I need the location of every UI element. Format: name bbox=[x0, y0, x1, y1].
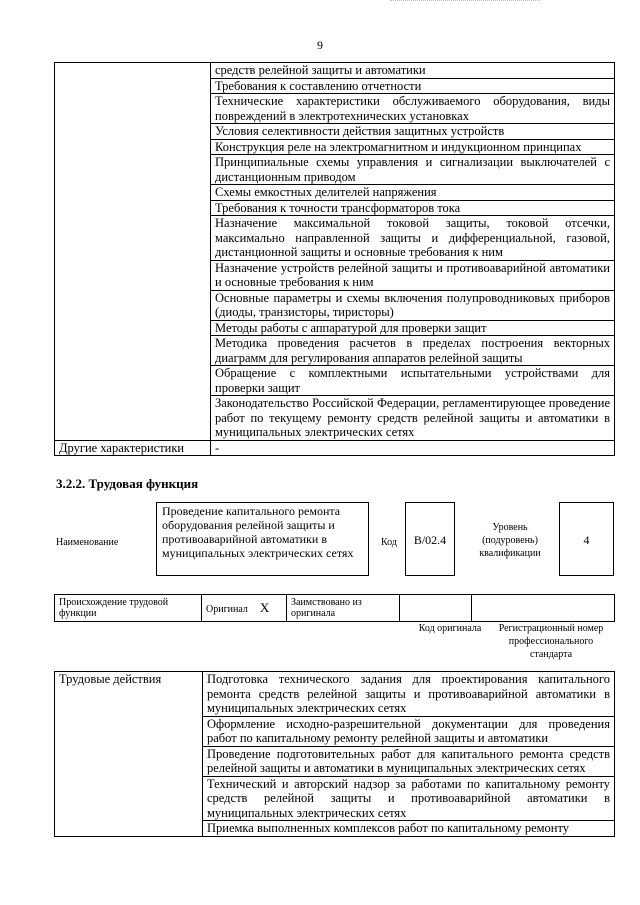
knowledge-item: Методика проведения расчетов в пределах построения векторных диаграмм для регулирования аппаратов релейной защиты bbox=[211, 336, 615, 366]
action-item: Приемка выполненных комплексов работ по капитальному ремонту bbox=[203, 821, 615, 837]
knowledge-item: Обращение с комплектными испытательными устройствами для проверки защит bbox=[211, 366, 615, 396]
action-item: Оформление исходно-разрешительной документации для проведения работ по капитальному ремонту релейной защиты и автоматики bbox=[203, 716, 615, 746]
action-item: Проведение подготовительных работ для капитального ремонта средств релейной защиты и автоматики в муниципальных электрических сетях bbox=[203, 746, 615, 776]
origin-code-cell bbox=[400, 595, 472, 622]
code-label: Код bbox=[381, 537, 397, 548]
knowledge-label-cell bbox=[55, 63, 211, 441]
knowledge-item: Схемы емкостных делителей напряжения bbox=[211, 185, 615, 201]
original-mark: X bbox=[259, 599, 270, 615]
origin-reg-cell bbox=[472, 595, 615, 622]
table-row bbox=[55, 672, 615, 717]
knowledge-table bbox=[54, 62, 615, 456]
knowledge-item: Принципиальные схемы управления и сигнализации выключателей с дистанционным приводом bbox=[211, 155, 615, 185]
knowledge-item: Требования к составлению отчетности bbox=[211, 78, 615, 94]
knowledge-item: Технические характеристики обслуживаемого оборудования, виды повреждений в электротехнических установках bbox=[211, 94, 615, 124]
origin-label: Происхождение трудовой функции bbox=[55, 595, 202, 622]
actions-label: Трудовые действия bbox=[55, 672, 203, 837]
section-title: 3.2.2. Трудовая функция bbox=[56, 476, 199, 491]
page-number: 9 bbox=[317, 38, 323, 52]
name-label: Наименование bbox=[56, 537, 119, 548]
action-item: Подготовка технического задания для проектирования капитального ремонта средств релейной защиты и противоаварийной автоматики в муниципальных электрических сетях bbox=[203, 672, 615, 717]
knowledge-item: Условия селективности действия защитных устройств bbox=[211, 124, 615, 140]
original-label: Оригинал bbox=[206, 603, 248, 615]
action-item: Технический и авторский надзор за работами по капитальному ремонту средств релейной защиты и противоаварийной автоматики в муниципальных электрических сетях bbox=[203, 776, 615, 821]
scan-edge-mark bbox=[390, 0, 540, 3]
table-row bbox=[55, 440, 615, 456]
qualification-level-label: Уровень (подуровень) квалификации bbox=[479, 522, 541, 559]
other-characteristics-value: - bbox=[211, 440, 615, 456]
origin-original-cell bbox=[202, 595, 287, 622]
knowledge-item: Назначение максимальной токовой защиты, токовой отсечки, максимально направленной защиты и дифференциальной, газовой, дистанционной защиты и основные требования к ним bbox=[211, 216, 615, 261]
actions-table bbox=[54, 671, 615, 837]
knowledge-item: Назначение устройств релейной защиты и противоаварийной автоматики и основные требования к ним bbox=[211, 260, 615, 290]
origin-table bbox=[54, 594, 615, 622]
table-row bbox=[55, 63, 615, 79]
knowledge-item: Методы работы с аппаратурой для проверки защит bbox=[211, 320, 615, 336]
knowledge-item: Требования к точности трансформаторов тока bbox=[211, 200, 615, 216]
origin-code-caption: Код оригинала bbox=[418, 623, 482, 634]
borrowed-label: Заимствовано из оригинала bbox=[287, 595, 400, 622]
function-code: B/02.4 bbox=[405, 502, 455, 576]
knowledge-item: средств релейной защиты и автоматики bbox=[211, 63, 615, 79]
knowledge-item: Законодательство Российской Федерации, регламентирующее проведение работ по текущему ремонту средств релейной защиты и автоматики в муниципальных электрических сетях bbox=[211, 396, 615, 441]
knowledge-item: Основные параметры и схемы включения полупроводниковых приборов (диоды, транзисторы, тиристоры) bbox=[211, 290, 615, 320]
knowledge-item: Конструкция реле на электромагнитном и индукционном принципах bbox=[211, 139, 615, 155]
origin-reg-caption: Регистрационный номер профессионального стандарта bbox=[498, 623, 604, 660]
qualification-level: 4 bbox=[559, 502, 614, 576]
function-name: Проведение капитального ремонта оборудования релейной защиты и противоаварийной автоматики в муниципальных электрических сетях bbox=[156, 502, 369, 576]
other-characteristics-label: Другие характеристики bbox=[55, 440, 211, 456]
